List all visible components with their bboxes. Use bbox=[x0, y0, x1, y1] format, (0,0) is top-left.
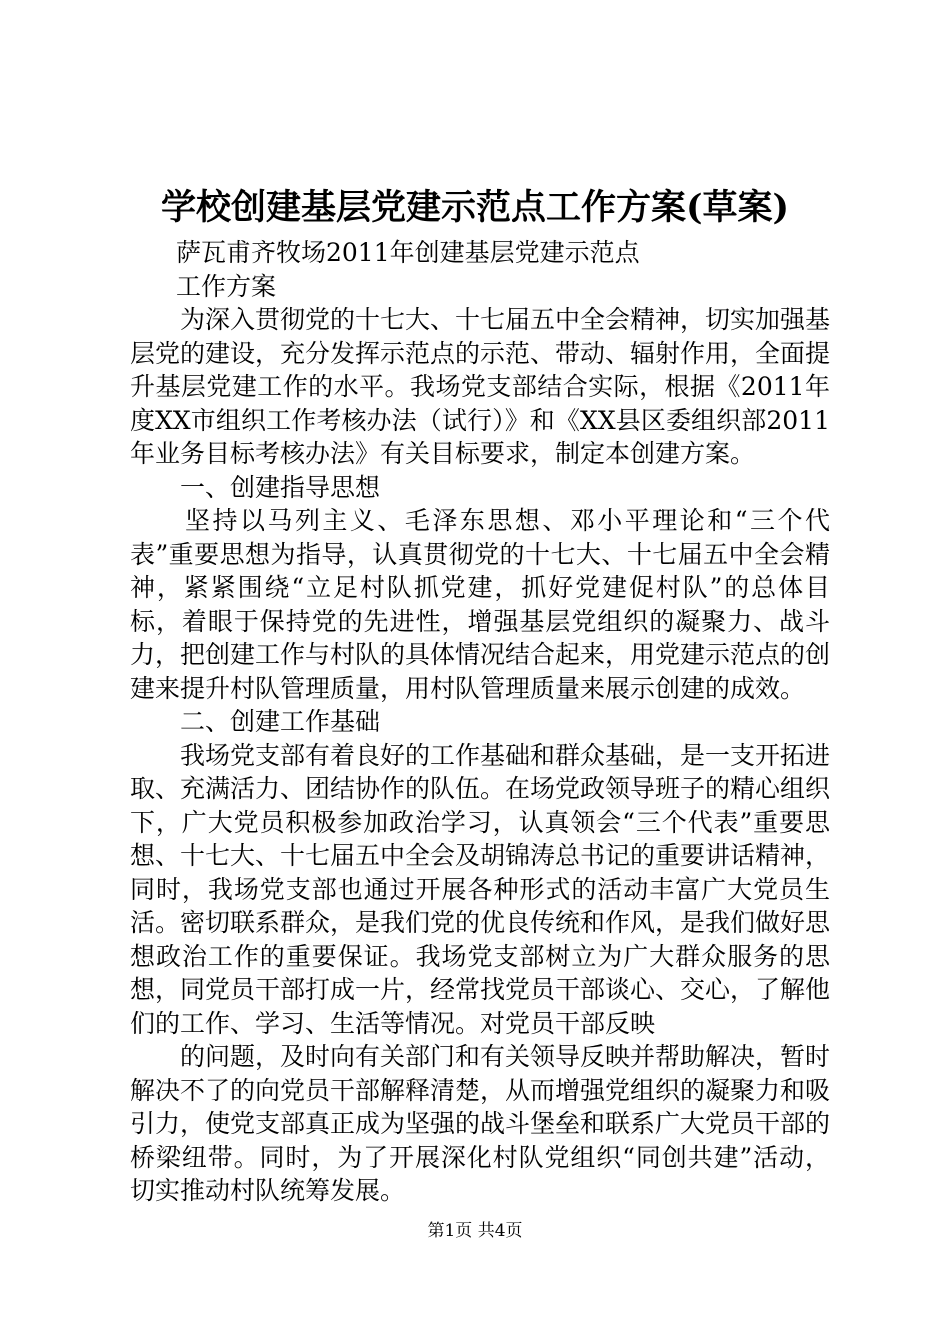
document-title: 学校创建基层党建示范点工作方案(草案) bbox=[160, 187, 790, 228]
intro-paragraph: 为深入贯彻党的十七大、十七届五中全会精神，切实加强基层党的建设，充分发挥示范点的示范、带动、辐射作用，全面提升基层党建工作的水平。我场党支部结合实际，根据《2011年度XX市组织工作考核办法（试行）》和《XX县区委组织部2011年业务目标考核办法》有关目标要求，制定本创建方案。 bbox=[130, 305, 831, 468]
page-footer: 第1页 共4页 bbox=[427, 1221, 523, 1241]
section-2-continuation: 的问题，及时向有关部门和有关领导反映并帮助解决，暂时解决不了的向党员干部解释清楚，从而增强党组织的凝聚力和吸引力，使党支部真正成为坚强的战斗堡垒和联系广大党员干部的桥梁纽带。同时，为了开展深化村队党组织“同创共建”活动，切实推动村队统筹发展。 bbox=[130, 1042, 831, 1205]
section-2-heading: 二、创建工作基础 bbox=[180, 707, 381, 736]
section-2-paragraph: 我场党支部有着良好的工作基础和群众基础，是一支开拓进取、充满活力、团结协作的队伍。在场党政领导班子的精心组织下，广大党员积极参加政治学习，认真领会“三个代表”重要思想、十七大、十七届五中全会及胡锦涛总书记的重要讲话精神，同时，我场党支部也通过开展各种形式的活动丰富广大党员生活。密切联系群众，是我们党的优良传统和作风，是我们做好思想政治工作的重要保证。我场党支部树立为广大群众服务的思想，同党员干部打成一片，经常找党员干部谈心、交心，了解他们的工作、学习、生活等情况。对党员干部反映 bbox=[130, 740, 831, 1038]
section-1-heading: 一、创建指导思想 bbox=[180, 472, 381, 502]
subtitle-line-1: 萨瓦甫齐牧场2011年创建基层党建示范点 bbox=[176, 238, 640, 267]
section-1-paragraph: 坚持以马列主义、毛泽东思想、邓小平理论和“三个代表”重要思想为指导，认真贯彻党的十七大、十七届五中全会精神，紧紧围绕“立足村队抓党建，抓好党建促村队”的总体目标，着眼于保持党的先进性，增强基层党组织的凝聚力、战斗力，把创建工作与村队的具体情况结合起来，用党建示范点的创建来提升村队管理质量，用村队管理质量来展示创建的成效。 bbox=[130, 506, 831, 703]
subtitle-line-2: 工作方案 bbox=[176, 271, 277, 301]
document-body bbox=[130, 236, 830, 1208]
